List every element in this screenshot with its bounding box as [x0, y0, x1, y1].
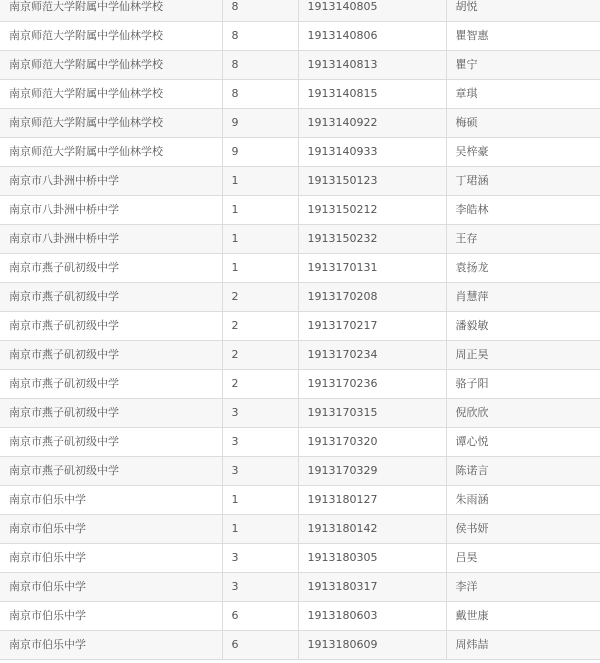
grade-cell: 3	[222, 428, 298, 457]
student-name-cell: 李皓林	[446, 196, 600, 225]
student-id-cell: 1913140813	[298, 51, 446, 80]
school-cell: 南京市伯乐中学	[0, 515, 222, 544]
grade-cell: 2	[222, 370, 298, 399]
student-id-cell: 1913170315	[298, 399, 446, 428]
student-name-cell: 丁珺涵	[446, 167, 600, 196]
student-id-cell: 1913180609	[298, 631, 446, 660]
student-id-cell: 1913170236	[298, 370, 446, 399]
student-name-cell: 戴世康	[446, 602, 600, 631]
student-name-cell: 侯书妍	[446, 515, 600, 544]
student-name-cell: 周炜喆	[446, 631, 600, 660]
grade-cell: 1	[222, 167, 298, 196]
table-row	[0, 167, 600, 196]
grade-cell: 8	[222, 22, 298, 51]
school-cell: 南京市燕子矶初级中学	[0, 254, 222, 283]
grade-cell: 1	[222, 196, 298, 225]
table-row	[0, 370, 600, 399]
student-name-cell: 谭心悦	[446, 428, 600, 457]
student-id-cell: 1913140922	[298, 109, 446, 138]
table-row	[0, 51, 600, 80]
student-id-cell: 1913140805	[298, 0, 446, 22]
grade-cell: 1	[222, 225, 298, 254]
grade-cell: 1	[222, 254, 298, 283]
school-cell: 南京师范大学附属中学仙林学校	[0, 138, 222, 167]
school-cell: 南京市燕子矶初级中学	[0, 341, 222, 370]
school-cell: 南京师范大学附属中学仙林学校	[0, 22, 222, 51]
grade-cell: 2	[222, 341, 298, 370]
student-id-cell: 1913180317	[298, 573, 446, 602]
table-row	[0, 80, 600, 109]
student-name-cell: 朱雨涵	[446, 486, 600, 515]
table-row	[0, 544, 600, 573]
grade-cell: 6	[222, 631, 298, 660]
student-name-cell: 瞿宁	[446, 51, 600, 80]
student-id-cell: 1913170131	[298, 254, 446, 283]
student-id-cell: 1913180603	[298, 602, 446, 631]
school-cell: 南京市燕子矶初级中学	[0, 428, 222, 457]
school-cell: 南京师范大学附属中学仙林学校	[0, 109, 222, 138]
table-row	[0, 312, 600, 341]
student-name-cell: 袁扬龙	[446, 254, 600, 283]
student-id-cell: 1913150123	[298, 167, 446, 196]
student-id-cell: 1913140933	[298, 138, 446, 167]
student-name-cell: 周正昊	[446, 341, 600, 370]
student-name-cell: 陈诺言	[446, 457, 600, 486]
table-row	[0, 22, 600, 51]
student-name-cell: 骆子阳	[446, 370, 600, 399]
table-row	[0, 399, 600, 428]
school-cell: 南京市伯乐中学	[0, 544, 222, 573]
table-row	[0, 515, 600, 544]
school-cell: 南京师范大学附属中学仙林学校	[0, 0, 222, 22]
student-id-cell: 1913180305	[298, 544, 446, 573]
student-name-cell: 瞿智惠	[446, 22, 600, 51]
student-id-cell: 1913170217	[298, 312, 446, 341]
student-id-cell: 1913140806	[298, 22, 446, 51]
student-id-cell: 1913150232	[298, 225, 446, 254]
grade-cell: 3	[222, 573, 298, 602]
table-row	[0, 254, 600, 283]
table-row	[0, 602, 600, 631]
student-id-cell: 1913140815	[298, 80, 446, 109]
school-cell: 南京市八卦洲中桥中学	[0, 196, 222, 225]
student-id-cell: 1913170329	[298, 457, 446, 486]
grade-cell: 3	[222, 457, 298, 486]
student-name-cell: 潘毅敏	[446, 312, 600, 341]
table-row	[0, 486, 600, 515]
school-cell: 南京师范大学附属中学仙林学校	[0, 80, 222, 109]
table-row	[0, 573, 600, 602]
table-row	[0, 196, 600, 225]
table-row	[0, 109, 600, 138]
school-cell: 南京市燕子矶初级中学	[0, 370, 222, 399]
school-cell: 南京市燕子矶初级中学	[0, 399, 222, 428]
student-name-cell: 吕昊	[446, 544, 600, 573]
school-cell: 南京市伯乐中学	[0, 486, 222, 515]
student-name-cell: 倪欣欣	[446, 399, 600, 428]
table-row	[0, 138, 600, 167]
grade-cell: 1	[222, 486, 298, 515]
table-row	[0, 283, 600, 312]
grade-cell: 2	[222, 312, 298, 341]
table-row	[0, 428, 600, 457]
student-id-cell: 1913180142	[298, 515, 446, 544]
grade-cell: 8	[222, 0, 298, 22]
school-cell: 南京市八卦洲中桥中学	[0, 225, 222, 254]
student-name-cell: 章琪	[446, 80, 600, 109]
grade-cell: 9	[222, 109, 298, 138]
grade-cell: 3	[222, 544, 298, 573]
student-id-cell: 1913170234	[298, 341, 446, 370]
school-cell: 南京市八卦洲中桥中学	[0, 167, 222, 196]
school-cell: 南京市燕子矶初级中学	[0, 283, 222, 312]
table-row	[0, 341, 600, 370]
school-cell: 南京市伯乐中学	[0, 602, 222, 631]
table-row	[0, 0, 600, 22]
school-cell: 南京市燕子矶初级中学	[0, 312, 222, 341]
student-name-cell: 李洋	[446, 573, 600, 602]
student-name-cell: 胡悦	[446, 0, 600, 22]
student-id-cell: 1913170320	[298, 428, 446, 457]
student-name-cell: 肖慧萍	[446, 283, 600, 312]
student-id-cell: 1913170208	[298, 283, 446, 312]
grade-cell: 8	[222, 51, 298, 80]
table-row	[0, 457, 600, 486]
school-cell: 南京市伯乐中学	[0, 573, 222, 602]
school-cell: 南京市燕子矶初级中学	[0, 457, 222, 486]
table-row	[0, 225, 600, 254]
grade-cell: 8	[222, 80, 298, 109]
student-id-cell: 1913150212	[298, 196, 446, 225]
grade-cell: 2	[222, 283, 298, 312]
grade-cell: 6	[222, 602, 298, 631]
table-row	[0, 631, 600, 660]
student-id-cell: 1913180127	[298, 486, 446, 515]
grade-cell: 1	[222, 515, 298, 544]
student-name-cell: 吴梓豪	[446, 138, 600, 167]
grade-cell: 9	[222, 138, 298, 167]
school-cell: 南京市伯乐中学	[0, 631, 222, 660]
student-name-cell: 王存	[446, 225, 600, 254]
school-cell: 南京师范大学附属中学仙林学校	[0, 51, 222, 80]
grade-cell: 3	[222, 399, 298, 428]
student-name-cell: 梅硕	[446, 109, 600, 138]
